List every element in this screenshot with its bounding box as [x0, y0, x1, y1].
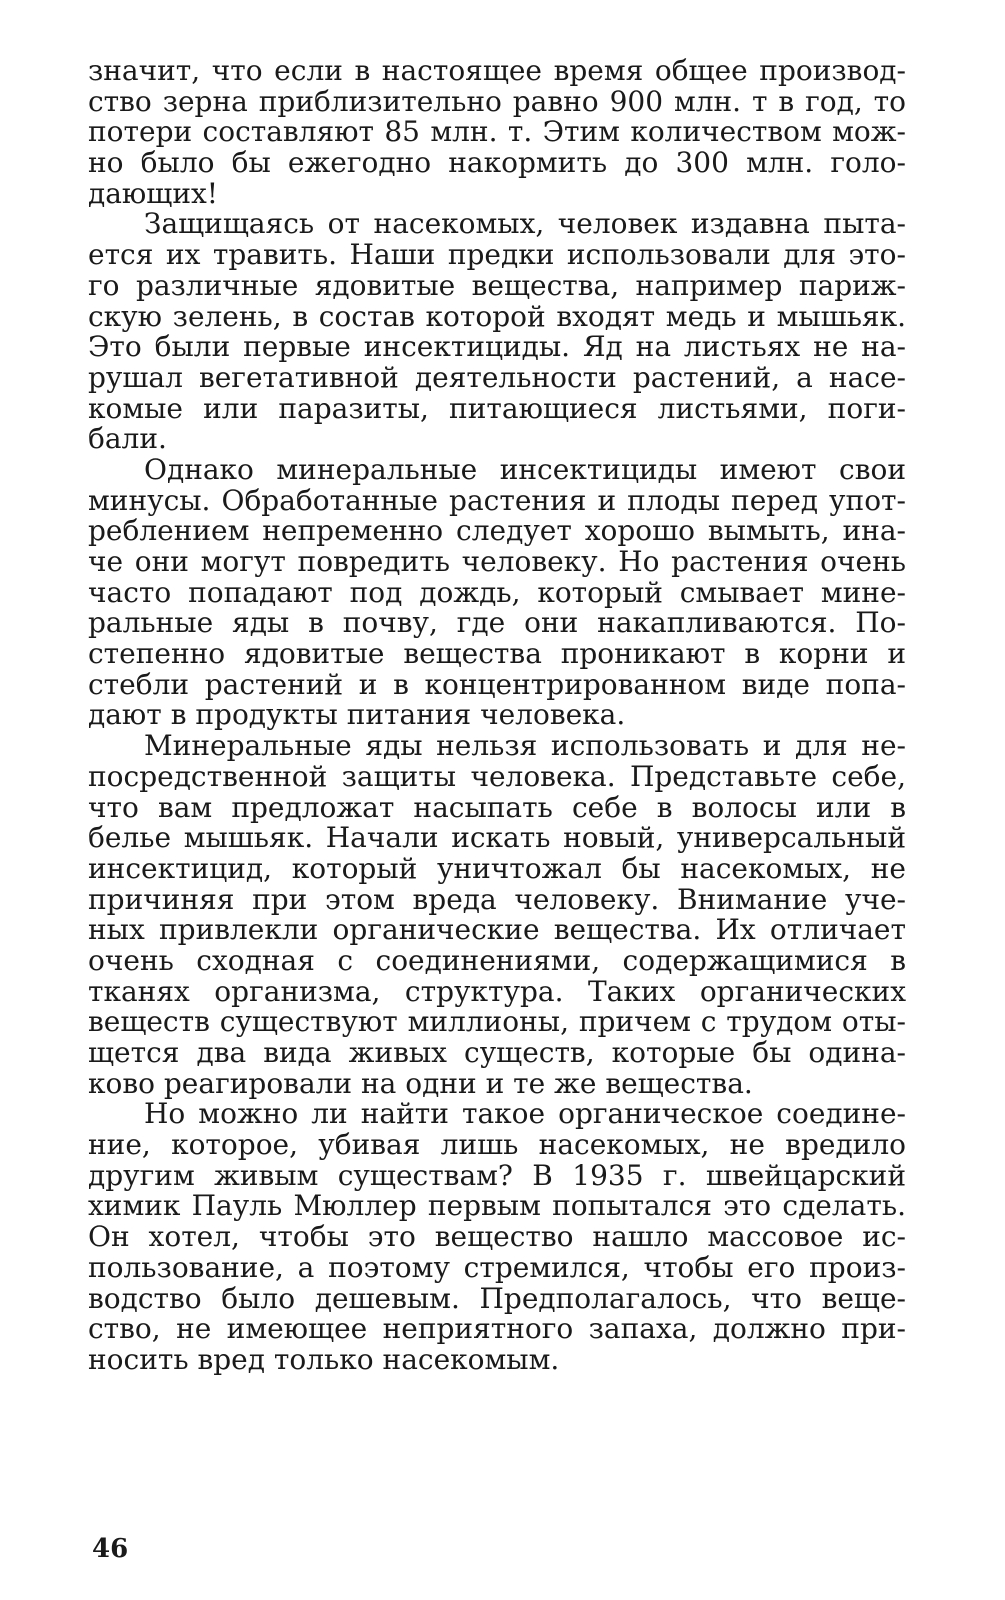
text-line: ково реагировали на одни и те же вещества.	[88, 1066, 753, 1100]
text-line: реблением непременно следует хорошо вымыть, ина-	[88, 514, 906, 548]
text-line: скую зелень, в состав которой входят медь и мышьяк.	[88, 299, 906, 333]
text-line: белье мышьяк. Начали искать новый, универсальный	[88, 821, 906, 855]
text-line: химик Пауль Мюллер первым попытался это сделать.	[88, 1189, 906, 1223]
text-line: но было бы ежегодно накормить до 300 млн. голо-	[88, 146, 906, 180]
paragraph	[88, 209, 906, 455]
text-line: пользование, а поэтому стремился, чтобы его произ-	[88, 1250, 906, 1284]
paragraph	[88, 1099, 906, 1375]
text-line: водство было дешевым. Предполагалось, что веще-	[88, 1281, 906, 1315]
text-line: ется их травить. Наши предки использовали для это-	[88, 238, 906, 272]
text-line: щется два вида живых существ, которые бы одина-	[88, 1036, 906, 1069]
text-line: че они могут повредить человеку. Но растения очень	[88, 545, 906, 578]
text-line: ство зерна приблизительно равно 900 млн. т в год, то	[88, 84, 906, 118]
text-line: минусы. Обработанные растения и плоды перед упот-	[88, 483, 906, 517]
text-line: Однако минеральные инсектициды имеют свои	[144, 452, 906, 486]
text-line: ние, которое, убивая лишь насекомых, не вредило	[88, 1128, 906, 1162]
paragraph	[88, 452, 906, 732]
text-line: Он хотел, чтобы это вещество нашло массовое ис-	[88, 1220, 906, 1254]
text-line: веществ существуют миллионы, причем с трудом оты-	[88, 1005, 906, 1039]
text-line: комые или паразиты, питающиеся листьями, поги-	[88, 391, 906, 425]
text-line: причиняя при этом вреда человеку. Внимание уче-	[88, 882, 906, 916]
text-line: другим живым существам? В 1935 г. швейцарский	[88, 1158, 906, 1192]
text-line: посредственной защиты человека. Представьте себе,	[88, 759, 906, 793]
paragraph	[88, 56, 906, 209]
text-line: дают в продукты питания человека.	[88, 698, 626, 732]
text-line: Защищаясь от насекомых, человек издавна пыта-	[144, 207, 906, 241]
text-line: потери составляют 85 млн. т. Этим количеством мож-	[88, 115, 906, 149]
text-line: тканях организма, структура. Таких органических	[88, 974, 906, 1008]
text-line: очень сходная с соединениями, содержащимися в	[88, 943, 906, 977]
text-line: что вам предложат насыпать себе в волосы или в	[88, 790, 906, 824]
text-line: значит, что если в настоящее время общее производ-	[88, 54, 906, 87]
text-line: бали.	[88, 422, 167, 456]
text-line: дающих!	[88, 176, 219, 210]
text-line: часто попадают под дождь, который смывает мине-	[88, 575, 906, 609]
text-line: Минеральные яды нельзя использовать и для не-	[144, 729, 906, 763]
text-line: ральные яды в почву, где они накапливаются. По-	[88, 606, 906, 640]
text-line: степенно ядовитые вещества проникают в корни и	[88, 637, 906, 671]
text-line: носить вред только насекомым.	[88, 1342, 560, 1376]
page-number: 46	[92, 1534, 129, 1564]
body-text	[88, 56, 906, 1376]
text-line: ных привлекли органические вещества. Их отличает	[88, 913, 906, 947]
text-line: инсектицид, который уничтожал бы насекомых, не	[88, 851, 906, 885]
text-line: го различные ядовитые вещества, например париж-	[88, 268, 906, 302]
text-line: стебли растений и в концентрированном виде попа-	[88, 667, 906, 701]
text-line: Это были первые инсектициды. Яд на листьях не на-	[88, 330, 906, 364]
text-line: рушал вегетативной деятельности растений, а насе-	[88, 360, 906, 394]
text-line: ство, не имеющее неприятного запаха, должно при-	[88, 1312, 906, 1346]
paragraph	[88, 731, 906, 1099]
text-line: Но можно ли найти такое органическое соедине-	[144, 1097, 906, 1131]
